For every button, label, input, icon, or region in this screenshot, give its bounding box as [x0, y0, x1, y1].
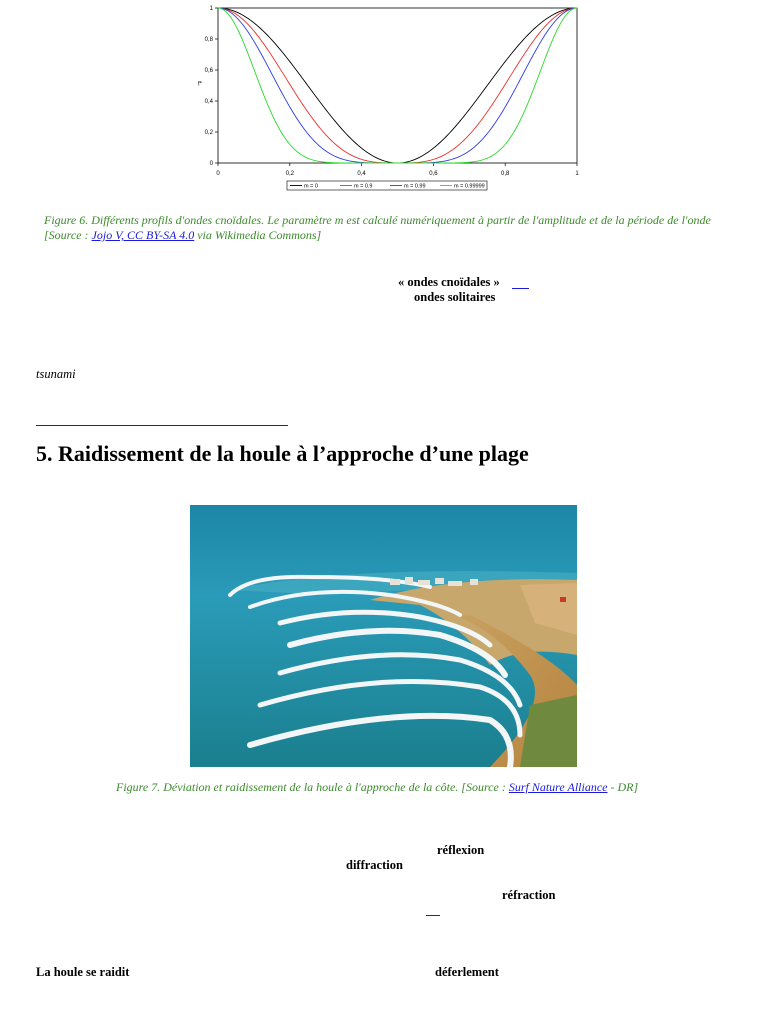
y-tick-label: 1: [209, 6, 213, 12]
figure6-source-link[interactable]: Jojo V, CC BY-SA 4.0: [91, 228, 195, 242]
ondes-cnoidales-text: « ondes cnoïdales »: [398, 275, 500, 289]
section-title: 5. Raidissement de la houle à l’approche d’une plage: [36, 441, 529, 466]
y-tick-label: 0,2: [204, 130, 213, 136]
legend-label-1: m = 0.9: [354, 183, 373, 190]
tsunami-text: tsunami: [36, 367, 76, 381]
series-line-1: [218, 8, 577, 163]
figure6-caption: Figure 6. Différents profils d'ondes cnoïdales. Le paramètre m est calculé numériquement à partir de l'amplitude et de la période de l'onde [Source : Jojo V, CC BY-SA 4.0 via Wikimedia Commons]: [44, 213, 711, 242]
x-tick-label: 1: [575, 171, 579, 177]
footnote-separator-link[interactable]: [36, 425, 288, 426]
reflexion-text: réflexion: [437, 843, 485, 857]
figure6-caption-line1: Figure 6. Différents profils d'ondes cnoïdales. Le paramètre m est calculé numériquement à partir de l'amplitude et de la période de l'onde: [44, 213, 711, 227]
legend-label-2: m = 0.99: [404, 183, 426, 190]
deferlement-text: déferlement: [435, 965, 499, 979]
cnoidal-profile-chart: [190, 0, 580, 196]
x-tick-label: 0,2: [285, 171, 294, 177]
figure7-caption: Figure 7. Déviation et raidissement de la houle à l'approche de la côte. [Source : Surf Nature Alliance - DR]: [116, 780, 639, 794]
diffraction-text: diffraction: [346, 858, 403, 872]
legend-label-3: m = 0.99999: [454, 183, 485, 190]
y-tick-label: 0,8: [204, 37, 213, 43]
legend-label-0: m = 0: [304, 183, 318, 190]
y-tick-label: 0,6: [204, 68, 213, 74]
ondes-solitaires-text: ondes solitaires: [414, 290, 496, 304]
x-tick-label: 0: [216, 171, 220, 177]
footnote-link-1[interactable]: [512, 288, 529, 289]
x-tick-label: 0,8: [501, 171, 510, 177]
y-tick-label: 0,4: [204, 99, 213, 105]
series-line-0: [218, 8, 577, 163]
series-line-3: [218, 8, 577, 163]
series-line-2: [218, 8, 577, 163]
footnote-link-2[interactable]: [426, 915, 440, 916]
plot-frame: [218, 8, 577, 163]
figure7-source-link[interactable]: Surf Nature Alliance: [508, 780, 608, 794]
y-axis-label: f*: [197, 81, 203, 88]
beach-waves-photo: [190, 505, 577, 767]
x-tick-label: 0,6: [429, 171, 438, 177]
refraction-text: réfraction: [502, 888, 556, 902]
x-tick-label: 0,4: [357, 171, 366, 177]
houle-raidit-text: La houle se raidit: [36, 965, 130, 979]
y-tick-label: 0: [209, 161, 213, 167]
